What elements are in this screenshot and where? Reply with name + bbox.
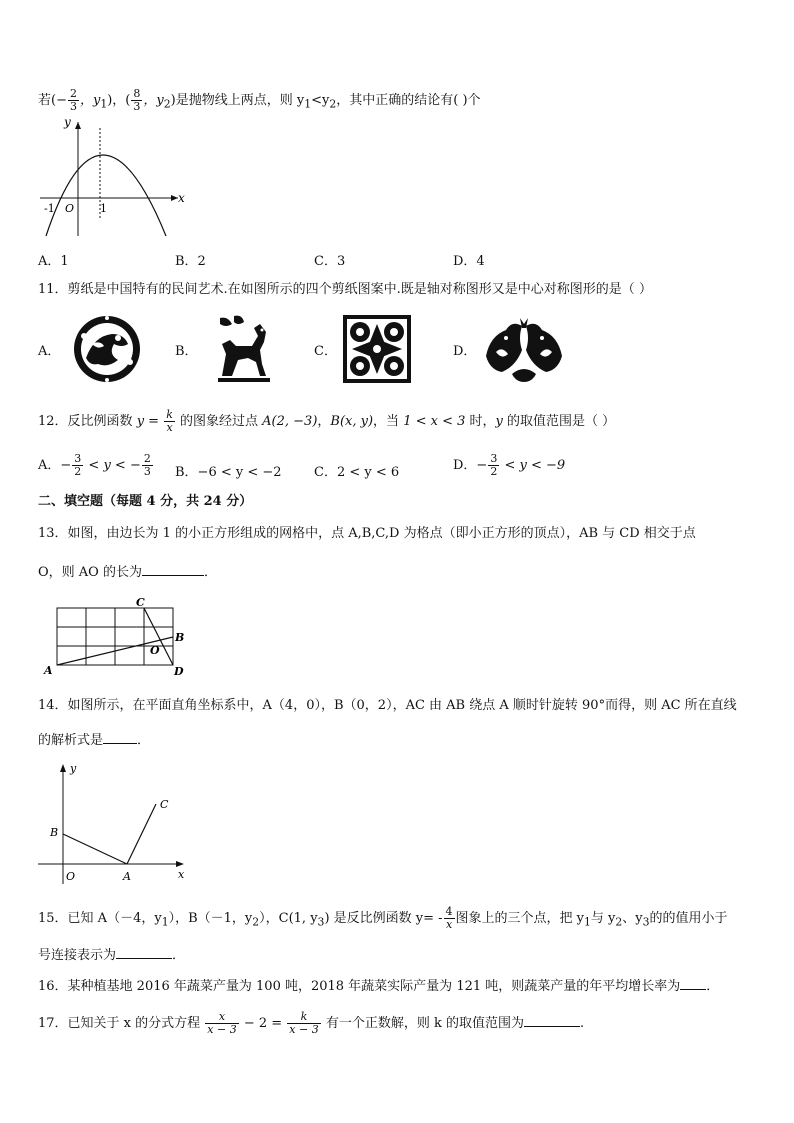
- q10-option-a[interactable]: A．1: [38, 254, 69, 269]
- fraction-k-over-x-minus-3: $\frac{k}{x - 3}$: [289, 1010, 319, 1036]
- q17-text: 17．已知关于 x 的分式方程 $\frac{x}{x - 3}$ − 2 = $\frac{k}{x - 3}$ 有一个正数解，则 k 的取值范围为 .: [38, 1010, 585, 1036]
- q13-text-line1: 13．如图，由边长为 1 的小正方形组成的网格中，点 A,B,C,D 为格点（即小正方形的顶点），AB 与 CD 相交于点: [38, 526, 696, 541]
- papercut-a-image[interactable]: [72, 314, 142, 384]
- fraction-k-over-x: $\frac{k}{x}$: [166, 408, 173, 434]
- one-label: 1: [100, 202, 107, 215]
- q11-option-b[interactable]: B．: [175, 344, 198, 359]
- y-axis-arrow: [75, 122, 81, 129]
- q15-text-line1: 15．已知 A（－4，$y_1$），B（－1，$y_2$），C(1, $y_3$) 是反比例函数 y= - $\frac{4}{x}$ 图象上的三个点，把 $y_1$与 $y_2$、$y_3$的的值用小于: [38, 905, 728, 931]
- label-a: A: [44, 664, 53, 677]
- label-c: C: [160, 798, 169, 811]
- origin-label: O: [66, 870, 76, 883]
- section-heading-fill-in: 二、填空题（每题 4 分，共 24 分）: [38, 494, 253, 509]
- segment-ac: [127, 804, 156, 864]
- label-d: D: [174, 665, 184, 678]
- q12-option-d[interactable]: D．− $\frac{3}{2}$ < y < −9: [453, 452, 566, 478]
- x-axis-arrow: [176, 861, 184, 867]
- coordinate-figure: [36, 760, 196, 886]
- q12-text: 12．反比例函数 y = $\frac{k}{x}$ 的图象经过点 A(2, −3)，B(x, y)，当 1 < x < 3 时，y 的取值范围是（ ）: [38, 408, 616, 434]
- x-label: x: [178, 868, 185, 881]
- segment-ab: [63, 834, 127, 864]
- y-label: y: [70, 762, 77, 775]
- origin-label: O: [65, 202, 75, 215]
- q10-option-c[interactable]: C．3: [314, 254, 346, 269]
- q10-option-d[interactable]: D．4: [453, 254, 485, 269]
- q16-text: 16．某种植基地 2016 年蔬菜产量为 100 吨，2018 年蔬菜实际产量为 121 吨，则蔬菜产量的年平均增长率为 ．: [38, 979, 720, 994]
- fraction: $\frac{8}{3}$: [133, 87, 141, 113]
- papercut-d-image[interactable]: [482, 316, 566, 384]
- q14-answer-blank[interactable]: [103, 731, 137, 744]
- q10-text: 若(− $\frac{2}{3}$ ，$y_1$)，( $\frac{8}{3}$ ，$y_2$)是抛物线上两点，则 $y_1<y_2$，其中正确的结论有( )个: [38, 87, 481, 113]
- x-axis-arrow: [171, 195, 178, 201]
- parabola-curve: [46, 155, 166, 236]
- label-b: B: [50, 826, 59, 839]
- q17-answer-blank[interactable]: [524, 1014, 580, 1027]
- q12-option-c[interactable]: C．2 < y < 6: [314, 465, 400, 480]
- y-label: y: [64, 118, 71, 129]
- label-o: O: [150, 644, 160, 657]
- papercut-b-image[interactable]: [210, 314, 276, 384]
- q11-option-d[interactable]: D．: [453, 344, 477, 359]
- q14-text-line2: 的解析式是 ．: [38, 733, 151, 748]
- fraction-4-over-x: $\frac{4}{x}$: [445, 905, 453, 931]
- q12-option-a[interactable]: A．− $\frac{3}{2}$ < y < − $\frac{2}{3}$: [38, 452, 151, 478]
- q11-option-c[interactable]: C．: [314, 344, 337, 359]
- q15-text-line2: 号连接表示为 ．: [38, 948, 186, 963]
- q14-text-line1: 14．如图所示，在平面直角坐标系中，A（4，0），B（0，2），AC 由 AB 绕点 A 顺时针旋转 90°而得，则 AC 所在直线: [38, 698, 737, 713]
- label-c: C: [136, 596, 145, 609]
- neg1-label: -1: [44, 202, 55, 215]
- fraction-x-over-x-minus-3: $\frac{x}{x - 3}$: [207, 1010, 237, 1036]
- q15-answer-blank[interactable]: [116, 946, 172, 959]
- q16-answer-blank[interactable]: [680, 977, 706, 990]
- label-b: B: [175, 631, 185, 644]
- q11-text: 11．剪纸是中国特有的民间艺术.在如图所示的四个剪纸图案中.既是轴对称图形又是中心对称图形的是（ ）: [38, 282, 652, 297]
- parabola-graph: [34, 118, 194, 242]
- label-a: A: [123, 870, 131, 883]
- q10-option-b[interactable]: B．2: [175, 254, 206, 269]
- q13-answer-blank[interactable]: [142, 563, 204, 576]
- q13-text-line2: O，则 AO 的长为 ．: [38, 565, 217, 580]
- y-axis-arrow: [60, 764, 66, 772]
- q12-option-b[interactable]: B．−6 < y < −2: [175, 465, 282, 480]
- grid-figure: [40, 594, 190, 678]
- papercut-c-image[interactable]: [342, 314, 412, 384]
- fraction: $\frac{2}{3}$: [69, 87, 77, 113]
- x-label: x: [178, 191, 185, 205]
- q11-option-a[interactable]: A．: [38, 344, 61, 359]
